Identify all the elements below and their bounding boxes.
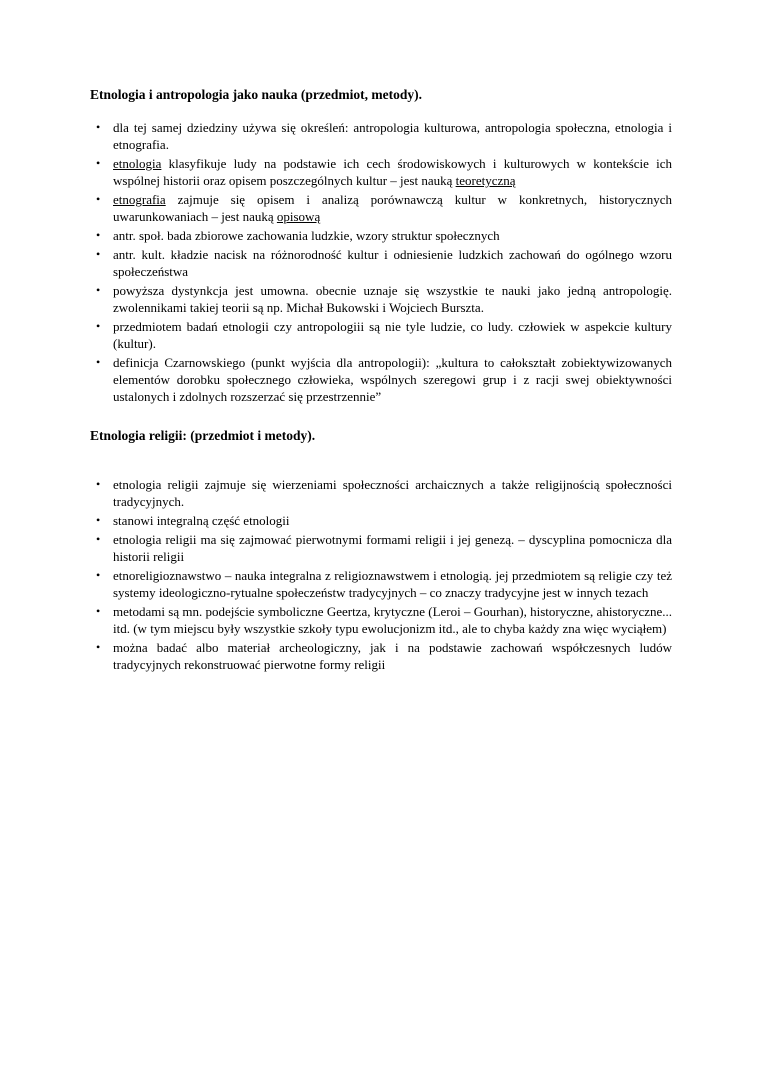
bullet-text xyxy=(113,283,672,315)
bullet-marker: • xyxy=(96,228,101,242)
bullet-marker: • xyxy=(96,568,101,582)
bullet-item xyxy=(96,354,672,405)
underlined-text: etnografia xyxy=(113,192,166,207)
section-heading: Etnologia religii: (przedmiot i metody). xyxy=(90,428,316,443)
bullet-item xyxy=(96,155,672,189)
bullet-marker: • xyxy=(96,640,101,654)
bullet-item xyxy=(96,119,672,153)
bullet-item xyxy=(96,282,672,316)
plain-text: powyższa dystynkcja jest umowna. obecnie uznaje się wszystkie te nauki jako jedną antropologię. zwolennikami takiej teorii są np. Michał Bukowski i Wojciech Burszta. xyxy=(113,283,672,315)
plain-text: antr. społ. bada zbiorowe zachowania ludzkie, wzory struktur społecznych xyxy=(113,228,500,243)
section-heading: Etnologia i antropologia jako nauka (przedmiot, metody). xyxy=(90,87,423,102)
section xyxy=(90,86,672,405)
bullet-item xyxy=(96,227,672,244)
bullet-marker: • xyxy=(96,192,101,206)
bullet-text xyxy=(113,247,672,279)
bullet-text xyxy=(113,319,672,351)
bullet-text xyxy=(113,568,672,600)
plain-text: antr. kult. kładzie nacisk na różnorodność kultur i odniesienie ludzkich zachowań do ogólnego wzoru społeczeństwa xyxy=(113,247,672,279)
plain-text: przedmiotem badań etnologii czy antropologiii są nie tyle ludzie, co ludy. człowiek w aspekcie kultury (kultur). xyxy=(113,319,672,351)
bullet-list xyxy=(90,119,672,405)
plain-text: etnoreligioznawstwo – nauka integralna z religioznawstwem i etnologią. jej przedmiotem są religie czy też systemy ideologiczno-rytualne społeczeństw tradycyjnych – co znaczy tradycyjne jest w innych tezach xyxy=(113,568,672,600)
document-content xyxy=(90,86,672,673)
bullet-text xyxy=(113,156,672,188)
bullet-text xyxy=(113,640,672,672)
bullet-text xyxy=(113,192,672,224)
underlined-text: teoretyczną xyxy=(455,173,516,188)
plain-text: dla tej samej dziedziny używa się określeń: antropologia kulturowa, antropologia społeczna, etnologia i etnografia. xyxy=(113,120,672,152)
bullet-item xyxy=(96,639,672,673)
bullet-marker: • xyxy=(96,532,101,546)
bullet-text xyxy=(113,355,672,404)
bullet-marker: • xyxy=(96,604,101,618)
bullet-item xyxy=(96,318,672,352)
plain-text: metodami są mn. podejście symboliczne Geertza, krytyczne (Leroi – Gourhan), historyczne, ahistoryczne... itd. (w tym miejscu były wszystkie szkoły typu ewolucjonizm itd., ale to chyba każdy zna więc wyciąłem) xyxy=(113,604,672,636)
bullet-item xyxy=(96,512,672,529)
bullet-marker: • xyxy=(96,477,101,491)
bullet-item xyxy=(96,531,672,565)
plain-text: etnologia religii ma się zajmować pierwotnymi formami religii i jej genezą. – dyscyplina pomocnicza dla historii religii xyxy=(113,532,672,564)
underlined-text: opisową xyxy=(276,209,321,224)
bullet-marker: • xyxy=(96,319,101,333)
bullet-marker: • xyxy=(96,283,101,297)
blank-line xyxy=(90,460,672,476)
bullet-marker: • xyxy=(96,513,101,527)
plain-text: można badać albo materiał archeologiczny, jak i na podstawie zachowań współczesnych ludów tradycyjnych rekonstruować pierwotne formy religii xyxy=(113,640,672,672)
bullet-marker: • xyxy=(96,247,101,261)
plain-text: etnologia religii zajmuje się wierzeniami społeczności archaicznych a także religijnością społeczności tradycyjnych. xyxy=(113,477,672,509)
plain-text: stanowi integralną część etnologii xyxy=(113,513,290,528)
bullet-text xyxy=(113,532,672,564)
bullet-item xyxy=(96,603,672,637)
bullet-item xyxy=(96,246,672,280)
bullet-text xyxy=(113,513,290,528)
bullet-marker: • xyxy=(96,355,101,369)
bullet-text xyxy=(113,604,672,636)
bullet-list xyxy=(90,476,672,673)
bullet-text xyxy=(113,477,672,509)
plain-text: zajmuje się opisem i analizą porównawczą kultur w konkretnych, historycznych uwarunkowaniach – jest nauką xyxy=(113,192,672,224)
bullet-marker: • xyxy=(96,120,101,134)
bullet-text xyxy=(113,228,500,243)
bullet-item xyxy=(96,476,672,510)
section xyxy=(90,427,672,673)
bullet-item xyxy=(96,567,672,601)
bullet-item xyxy=(96,191,672,225)
bullet-marker: • xyxy=(96,156,101,170)
plain-text: definicja Czarnowskiego (punkt wyjścia dla antropologii): „kultura to całokształt zobiektywizowanych elementów dorobku społecznego człowieka, wspólnych szeregowi grup i z racji swej obiektywności ustalonych i zdolnych rozszerzać się przestrzennie” xyxy=(113,355,672,404)
underlined-text: etnologia xyxy=(113,156,162,171)
bullet-text xyxy=(113,120,672,152)
plain-text: klasyfikuje ludy na podstawie ich cech środowiskowych i kulturowych w kontekście ich wspólnej historii oraz opisem poszczególnych kultur – jest nauką xyxy=(113,156,672,188)
